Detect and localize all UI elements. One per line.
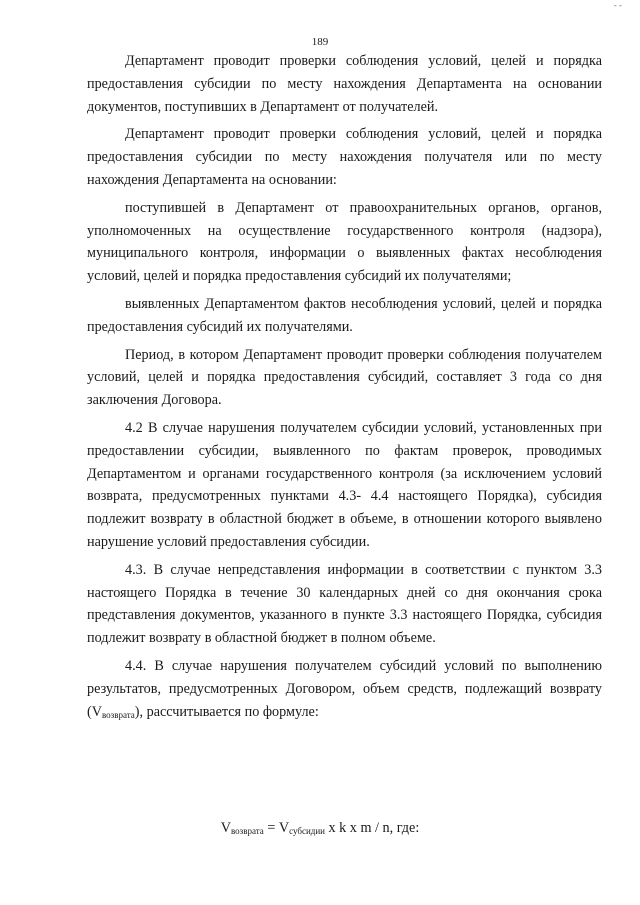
paragraph-4-4-tail: ), рассчитывается по формуле: bbox=[134, 703, 319, 720]
paragraph: поступившей в Департамент от правоохранительных органов, органов, уполномоченных на осуществление государственного контроля (надзора), муниципального контроля, информации о выявленных фактах несоблюдения условий, целей и порядка предоставления субсидий их получателями; bbox=[87, 199, 602, 285]
formula-v: V bbox=[220, 820, 231, 836]
paragraph-4-4 bbox=[87, 655, 602, 726]
corner-mark: - - bbox=[613, 0, 622, 10]
paragraph-4-3: 4.3. В случае непредставления информации в соответствии с пунктом 3.3 настоящего Порядка в течение 30 календарных дней со дня окончания срока представления документов, указанного в пункте 3.3 настоящего Порядка, субсидия подлежит возврату в областной бюджет в полном объеме. bbox=[87, 561, 602, 647]
formula-sub-subsidy: субсидии bbox=[289, 826, 325, 836]
paragraph: выявленных Департаментом фактов несоблюдения условий, целей и порядка предоставления субсидий их получателями. bbox=[87, 295, 602, 335]
body-text bbox=[87, 50, 602, 731]
paragraph: Департамент проводит проверки соблюдения условий, целей и порядка предоставления субсидии по месту нахождения получателя или по месту нахождения Департамента на основании: bbox=[87, 126, 602, 188]
paragraph-4-4-text: 4.4. В случае нарушения получателем субсидий условий по выполнению результатов, предусмотренных Договором, объем средств, подлежащий возврату (V bbox=[87, 657, 602, 720]
subscript: возврата bbox=[101, 709, 135, 720]
paragraph-4-2: 4.2 В случае нарушения получателем субсидии условий, установленных при предоставлении субсидии, выявленного по фактам проверок, проводимых Департаментом и органами государственного контроля (за исключением условий возврата, предусмотренных пунктами 4.3- 4.4 настоящего Порядка), субсидия подлежит возврату в областной бюджет в объеме, в отношении которого выявлено нарушение условий предоставления субсидии. bbox=[87, 419, 602, 550]
paragraph: Департамент проводит проверки соблюдения условий, целей и порядка предоставления субсидии по месту нахождения Департамента на основании документов, поступивших в Департамент от получателей. bbox=[87, 53, 602, 115]
formula-rest: x k x m / n, где: bbox=[324, 820, 420, 836]
formula-eq: = V bbox=[263, 820, 290, 836]
formula-sub-return: возврата bbox=[230, 826, 264, 836]
paragraph: Период, в котором Департамент проводит проверки соблюдения получателем условий, целей и порядка предоставления субсидий, составляет 3 года со дня заключения Договора. bbox=[87, 346, 602, 409]
formula bbox=[0, 820, 640, 837]
page-number: 189 bbox=[311, 36, 329, 48]
